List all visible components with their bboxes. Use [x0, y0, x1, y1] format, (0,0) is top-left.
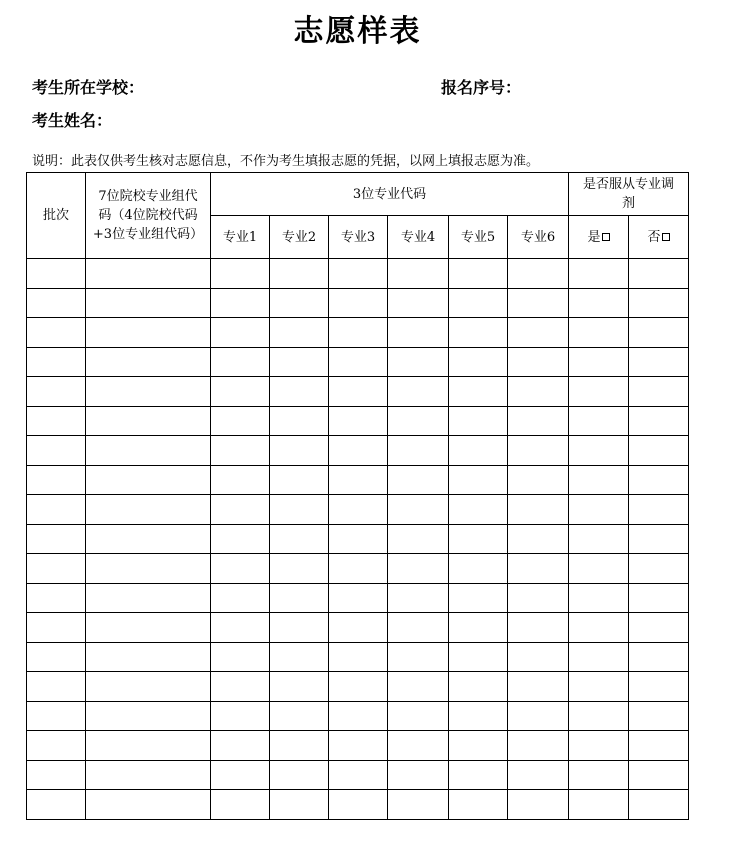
- entry-cell[interactable]: [449, 642, 508, 672]
- entry-cell[interactable]: [449, 436, 508, 466]
- entry-cell[interactable]: [388, 406, 449, 436]
- entry-cell[interactable]: [86, 790, 211, 820]
- table-row: [27, 259, 689, 289]
- table-row: [27, 701, 689, 731]
- disclaimer-note: 说明：此表仅供考生核对志愿信息，不作为考生填报志愿的凭据，以网上填报志愿为准。: [32, 154, 540, 169]
- entry-cell[interactable]: [629, 377, 689, 407]
- major-code-header: 3位专业代码: [211, 173, 569, 216]
- table-row: [27, 406, 689, 436]
- entry-cell[interactable]: [211, 495, 270, 525]
- entry-cell[interactable]: [329, 288, 388, 318]
- entry-cell[interactable]: [569, 318, 629, 348]
- entry-cell[interactable]: [27, 790, 86, 820]
- entry-cell[interactable]: [86, 465, 211, 495]
- entry-cell[interactable]: [388, 377, 449, 407]
- entry-cell[interactable]: [270, 524, 329, 554]
- entry-cell[interactable]: [508, 613, 569, 643]
- entry-cell[interactable]: [329, 613, 388, 643]
- entry-cell[interactable]: [329, 436, 388, 466]
- major-3-header: 专业3: [329, 216, 388, 259]
- entry-cell[interactable]: [270, 465, 329, 495]
- entry-cell[interactable]: [508, 377, 569, 407]
- entry-cell[interactable]: [211, 288, 270, 318]
- table-row: [27, 672, 689, 702]
- entry-cell[interactable]: [86, 347, 211, 377]
- entry-cell[interactable]: [27, 318, 86, 348]
- entry-cell[interactable]: [329, 672, 388, 702]
- entry-cell[interactable]: [388, 318, 449, 348]
- table-row: [27, 613, 689, 643]
- entry-cell[interactable]: [629, 760, 689, 790]
- entry-cell[interactable]: [508, 642, 569, 672]
- entry-cell[interactable]: [27, 288, 86, 318]
- table-row: [27, 642, 689, 672]
- entry-cell[interactable]: [329, 495, 388, 525]
- entry-cell[interactable]: [508, 524, 569, 554]
- group-code-header: 7位院校专业组代码（4位院校代码+3位专业组代码）: [86, 173, 211, 259]
- entry-cell[interactable]: [27, 701, 86, 731]
- entry-cell[interactable]: [27, 642, 86, 672]
- major-2-header: 专业2: [270, 216, 329, 259]
- entry-cell[interactable]: [388, 701, 449, 731]
- entry-cell[interactable]: [211, 524, 270, 554]
- entry-cell[interactable]: [508, 701, 569, 731]
- table-row: [27, 524, 689, 554]
- table-row: [27, 465, 689, 495]
- entry-cell[interactable]: [270, 672, 329, 702]
- entry-cell[interactable]: [86, 524, 211, 554]
- entry-cell[interactable]: [270, 495, 329, 525]
- entry-cell[interactable]: [449, 583, 508, 613]
- entry-cell[interactable]: [86, 642, 211, 672]
- entry-cell[interactable]: [569, 642, 629, 672]
- entry-cell[interactable]: [449, 377, 508, 407]
- entry-cell[interactable]: [569, 672, 629, 702]
- adjust-no-checkbox[interactable]: [662, 233, 670, 241]
- entry-cell[interactable]: [508, 406, 569, 436]
- entry-cell[interactable]: [329, 347, 388, 377]
- entry-cell[interactable]: [508, 318, 569, 348]
- adjust-yes-checkbox[interactable]: [602, 233, 610, 241]
- entry-cell[interactable]: [27, 259, 86, 289]
- entry-cell[interactable]: [211, 583, 270, 613]
- entry-cell[interactable]: [27, 672, 86, 702]
- entry-cell[interactable]: [449, 347, 508, 377]
- entry-cell[interactable]: [449, 406, 508, 436]
- table-row: [27, 288, 689, 318]
- entry-cell[interactable]: [86, 377, 211, 407]
- entry-cell[interactable]: [329, 790, 388, 820]
- entry-cell[interactable]: [508, 672, 569, 702]
- entry-cell[interactable]: [27, 406, 86, 436]
- entry-cell[interactable]: [270, 347, 329, 377]
- entry-cell[interactable]: [569, 583, 629, 613]
- entry-cell[interactable]: [270, 701, 329, 731]
- entry-cell[interactable]: [270, 554, 329, 584]
- entry-cell[interactable]: [211, 465, 270, 495]
- entry-cell[interactable]: [211, 672, 270, 702]
- entry-cell[interactable]: [86, 259, 211, 289]
- entry-cell[interactable]: [508, 259, 569, 289]
- table-row: [27, 318, 689, 348]
- entry-cell[interactable]: [569, 259, 629, 289]
- entry-cell[interactable]: [270, 288, 329, 318]
- entry-cell[interactable]: [569, 436, 629, 466]
- entry-cell[interactable]: [211, 259, 270, 289]
- adjust-header: 是否服从专业调剂: [569, 173, 689, 216]
- table-row: [27, 790, 689, 820]
- adjust-no-header: [629, 216, 689, 259]
- adjust-no-label: 否: [647, 229, 661, 245]
- entry-cell[interactable]: [86, 288, 211, 318]
- major-4-header: 专业4: [388, 216, 449, 259]
- table-row: [27, 554, 689, 584]
- entry-cell[interactable]: [569, 377, 629, 407]
- entry-cell[interactable]: [211, 790, 270, 820]
- entry-cell[interactable]: [211, 318, 270, 348]
- entry-cell[interactable]: [388, 790, 449, 820]
- entry-cell[interactable]: [508, 436, 569, 466]
- entry-cell[interactable]: [211, 406, 270, 436]
- major-1-header: 专业1: [211, 216, 270, 259]
- entry-cell[interactable]: [629, 642, 689, 672]
- entry-cell[interactable]: [329, 642, 388, 672]
- entry-cell[interactable]: [329, 465, 388, 495]
- entry-cell[interactable]: [86, 318, 211, 348]
- entry-cell[interactable]: [270, 377, 329, 407]
- entry-cell[interactable]: [569, 495, 629, 525]
- entry-cell[interactable]: [569, 554, 629, 584]
- entry-cell[interactable]: [86, 406, 211, 436]
- entry-cell[interactable]: [388, 347, 449, 377]
- entry-cell[interactable]: [27, 495, 86, 525]
- entry-cell[interactable]: [629, 731, 689, 761]
- student-name-label: 考生姓名：: [32, 111, 113, 130]
- entry-cell[interactable]: [629, 495, 689, 525]
- entry-cell[interactable]: [388, 465, 449, 495]
- entry-cell[interactable]: [329, 760, 388, 790]
- entry-cell[interactable]: [508, 288, 569, 318]
- entry-cell[interactable]: [388, 613, 449, 643]
- entry-cell[interactable]: [388, 760, 449, 790]
- entry-cell[interactable]: [629, 613, 689, 643]
- entry-cell[interactable]: [449, 495, 508, 525]
- entry-cell[interactable]: [508, 583, 569, 613]
- entry-cell[interactable]: [86, 554, 211, 584]
- entry-cell[interactable]: [27, 465, 86, 495]
- entry-cell[interactable]: [508, 554, 569, 584]
- entry-cell[interactable]: [569, 347, 629, 377]
- entry-cell[interactable]: [329, 406, 388, 436]
- entry-cell[interactable]: [270, 731, 329, 761]
- entry-cell[interactable]: [388, 731, 449, 761]
- adjust-yes-header: [569, 216, 629, 259]
- entry-cell[interactable]: [449, 731, 508, 761]
- entry-cell[interactable]: [449, 288, 508, 318]
- entry-cell[interactable]: [86, 495, 211, 525]
- entry-cell[interactable]: [508, 760, 569, 790]
- entry-cell[interactable]: [629, 583, 689, 613]
- entry-cell[interactable]: [508, 790, 569, 820]
- entry-cell[interactable]: [449, 760, 508, 790]
- serial-number-label: 报名序号：: [441, 78, 522, 97]
- entry-cell[interactable]: [629, 701, 689, 731]
- entry-cell[interactable]: [629, 672, 689, 702]
- entry-cell[interactable]: [211, 760, 270, 790]
- entry-cell[interactable]: [569, 701, 629, 731]
- entry-cell[interactable]: [388, 495, 449, 525]
- entry-cell[interactable]: [27, 554, 86, 584]
- entry-cell[interactable]: [270, 583, 329, 613]
- entry-cell[interactable]: [569, 524, 629, 554]
- entry-cell[interactable]: [508, 731, 569, 761]
- entry-cell[interactable]: [270, 259, 329, 289]
- entry-cell[interactable]: [569, 760, 629, 790]
- entry-cell[interactable]: [27, 347, 86, 377]
- entry-cell[interactable]: [86, 672, 211, 702]
- entry-cell[interactable]: [388, 259, 449, 289]
- table-row: [27, 377, 689, 407]
- table-row: [27, 583, 689, 613]
- entry-cell[interactable]: [211, 731, 270, 761]
- entry-cell[interactable]: [449, 701, 508, 731]
- entry-cell[interactable]: [329, 318, 388, 348]
- entry-cell[interactable]: [508, 347, 569, 377]
- entry-cell[interactable]: [629, 436, 689, 466]
- entry-cell[interactable]: [86, 760, 211, 790]
- adjust-yes-label: 是: [587, 229, 601, 245]
- table-row: [27, 760, 689, 790]
- entry-cell[interactable]: [629, 790, 689, 820]
- table-row: [27, 436, 689, 466]
- entry-cell[interactable]: [329, 731, 388, 761]
- entry-cell[interactable]: [270, 613, 329, 643]
- entry-cell[interactable]: [211, 613, 270, 643]
- entry-cell[interactable]: [449, 554, 508, 584]
- entry-cell[interactable]: [329, 524, 388, 554]
- entry-cell[interactable]: [86, 583, 211, 613]
- entry-cell[interactable]: [388, 554, 449, 584]
- entry-cell[interactable]: [27, 377, 86, 407]
- entry-cell[interactable]: [270, 406, 329, 436]
- entry-cell[interactable]: [270, 642, 329, 672]
- entry-cell[interactable]: [449, 259, 508, 289]
- entry-cell[interactable]: [449, 613, 508, 643]
- entry-cell[interactable]: [27, 524, 86, 554]
- entry-cell[interactable]: [569, 288, 629, 318]
- entry-cell[interactable]: [211, 642, 270, 672]
- page-title: 志愿样表: [293, 14, 422, 49]
- entry-cell[interactable]: [569, 465, 629, 495]
- entry-cell[interactable]: [629, 347, 689, 377]
- entry-cell[interactable]: [211, 347, 270, 377]
- entry-cell[interactable]: [569, 731, 629, 761]
- entry-cell[interactable]: [329, 259, 388, 289]
- school-label: 考生所在学校：: [32, 78, 145, 97]
- major-5-header: 专业5: [449, 216, 508, 259]
- entry-cell[interactable]: [86, 613, 211, 643]
- entry-cell[interactable]: [27, 760, 86, 790]
- entry-cell[interactable]: [270, 760, 329, 790]
- entry-cell[interactable]: [388, 672, 449, 702]
- entry-cell[interactable]: [569, 790, 629, 820]
- entry-cell[interactable]: [508, 495, 569, 525]
- entry-cell[interactable]: [86, 436, 211, 466]
- entry-cell[interactable]: [27, 583, 86, 613]
- table-row: [27, 731, 689, 761]
- table-row: [27, 347, 689, 377]
- table-row: [27, 495, 689, 525]
- entry-cell[interactable]: [629, 259, 689, 289]
- entry-cell[interactable]: [270, 436, 329, 466]
- entry-cell[interactable]: [629, 288, 689, 318]
- entry-cell[interactable]: [629, 554, 689, 584]
- entry-cell[interactable]: [569, 406, 629, 436]
- entry-cell[interactable]: [211, 377, 270, 407]
- entry-cell[interactable]: [27, 436, 86, 466]
- entry-cell[interactable]: [449, 318, 508, 348]
- entry-cell[interactable]: [449, 790, 508, 820]
- entry-cell[interactable]: [388, 524, 449, 554]
- major-6-header: 专业6: [508, 216, 569, 259]
- entry-cell[interactable]: [388, 288, 449, 318]
- entry-cell[interactable]: [508, 465, 569, 495]
- entry-cell[interactable]: [449, 672, 508, 702]
- entry-cell[interactable]: [388, 642, 449, 672]
- entry-cell[interactable]: [629, 318, 689, 348]
- application-form-table: [26, 172, 689, 820]
- entry-cell[interactable]: [329, 701, 388, 731]
- entry-cell[interactable]: [569, 613, 629, 643]
- entry-cell[interactable]: [270, 790, 329, 820]
- entry-cell[interactable]: [86, 701, 211, 731]
- entry-cell[interactable]: [211, 436, 270, 466]
- entry-cell[interactable]: [86, 731, 211, 761]
- entry-cell[interactable]: [270, 318, 329, 348]
- entry-cell[interactable]: [449, 524, 508, 554]
- entry-cell[interactable]: [629, 465, 689, 495]
- entry-cell[interactable]: [629, 524, 689, 554]
- entry-cell[interactable]: [211, 701, 270, 731]
- entry-cell[interactable]: [449, 465, 508, 495]
- entry-cell[interactable]: [388, 436, 449, 466]
- entry-cell[interactable]: [27, 731, 86, 761]
- entry-cell[interactable]: [27, 613, 86, 643]
- batch-header: 批次: [27, 173, 86, 259]
- entry-cell[interactable]: [629, 406, 689, 436]
- entry-cell[interactable]: [211, 554, 270, 584]
- entry-cell[interactable]: [329, 554, 388, 584]
- entry-cell[interactable]: [388, 583, 449, 613]
- entry-cell[interactable]: [329, 583, 388, 613]
- entry-cell[interactable]: [329, 377, 388, 407]
